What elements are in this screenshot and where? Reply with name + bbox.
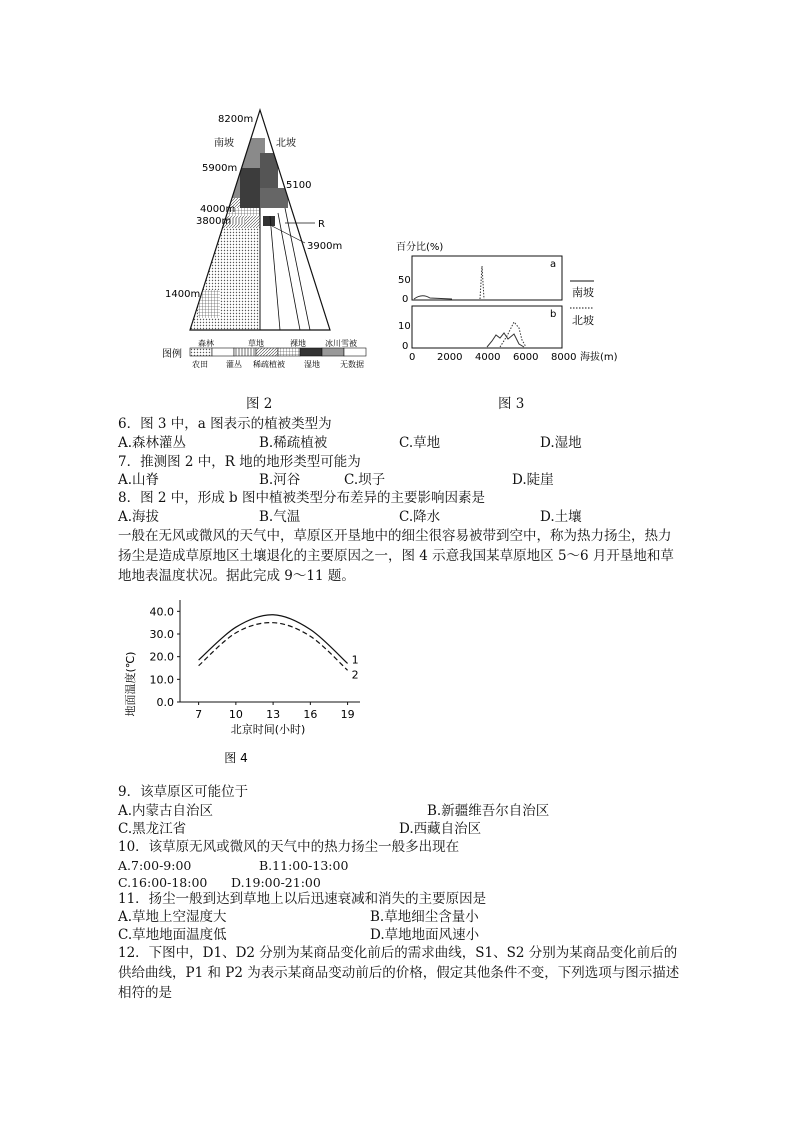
xtick-6000: 6000	[513, 352, 539, 363]
q11-option-d: D.草地地面风速小	[370, 927, 480, 943]
legend-bare: 裸地	[290, 339, 306, 348]
q11-option-c: C.草地地面温度低	[118, 927, 227, 943]
legend-north-slope: 北坡	[572, 314, 594, 327]
fig4-xtick-label: 16	[303, 708, 318, 721]
figure-2-caption: 图 2	[246, 396, 273, 412]
q7-option-a: A.山脊	[118, 472, 160, 488]
north-slope-label: 北坡	[276, 138, 296, 149]
q6-option-b: B.稀疏植被	[259, 435, 328, 451]
legend-swatches	[190, 348, 366, 356]
fig4-xtick-label: 19	[340, 708, 355, 721]
q7-option-b: B.河谷	[259, 472, 301, 488]
fig4-xtick-label: 13	[266, 708, 281, 721]
xtick-2000: 2000	[437, 352, 463, 363]
q8-option-b: B.气温	[259, 509, 301, 525]
q11-option-b: B.草地细尘含量小	[370, 909, 479, 925]
q8-stem: 8．图 2 中，形成 b 图中植被类型分布差异的主要影响因素是	[118, 490, 485, 506]
q8-option-d: D.土壤	[540, 509, 582, 525]
legend-shrub: 灌丛	[226, 360, 242, 369]
panel-a-north-curve	[480, 266, 484, 299]
south-slope-label: 南坡	[214, 138, 234, 149]
fig4-title: 图 4	[224, 751, 248, 765]
panel-a-label: a	[550, 259, 557, 270]
q9-option-b: B.新疆维吾尔自治区	[427, 803, 550, 819]
legend-sparse: 稀疏植被	[253, 360, 285, 369]
q6-option-c: C.草地	[399, 435, 441, 451]
panel-a-frame	[412, 256, 562, 300]
legend-farm: 农田	[192, 360, 208, 369]
fig4-xtick-label: 7	[195, 708, 203, 721]
figure-4-chart	[118, 590, 388, 780]
figure-2	[160, 108, 380, 378]
alt-5900-label: 5900m	[202, 163, 238, 174]
fig4-ytick-label: 40.0	[149, 605, 174, 619]
q10-option-a: A.7:00-9:00	[118, 858, 192, 873]
fig4-ylabel: 地面温度(℃)	[124, 651, 137, 717]
legend-forest: 森林	[198, 339, 214, 348]
panel-b-frame	[412, 306, 562, 348]
legend-title: 图例	[162, 349, 182, 360]
q6-stem: 6．图 3 中，a 图表示的植被类型为	[118, 416, 332, 432]
legend-wetland: 湿地	[304, 360, 320, 369]
q6-option-d: D.湿地	[540, 435, 582, 451]
intro-paragraph: 一般在无风或微风的天气中，草原区开垦地中的细尘很容易被带到空中，称为热力扬尘，热力扬尘是造成草原地区土壤退化的主要原因之一，图 4 示意我国某草原地区 5～6 月开垦地和草地地表温度状况。据此完成 9～11 题。	[118, 528, 674, 584]
q9-stem: 9．该草原区可能位于	[118, 784, 249, 800]
panel-b-tick-0: 0	[402, 341, 409, 352]
q12-stem: 12．下图中，D1、D2 分别为某商品变化前后的需求曲线，S1、S2 分别为某商品变化前后的供给曲线，P1 和 P2 为表示某商品变动前后的价格，假定其他条件不变，下列选项与图示描述相符的是	[118, 945, 680, 1001]
fig4-series-1-line	[199, 615, 348, 664]
q10-option-b: B.11:00-13:00	[259, 858, 349, 873]
panel-b-tick-10: 10	[398, 321, 411, 332]
panel-b-label: b	[550, 309, 557, 320]
legend-nodata: 无数据	[340, 360, 364, 369]
q8-option-a: A.海拔	[118, 509, 160, 525]
panel-a-south-curve	[414, 296, 452, 299]
legend-glacier: 冰川雪被	[325, 339, 357, 348]
alt-1400-label: 1400m	[165, 289, 201, 300]
alt-4000-label: 4000m	[200, 204, 236, 215]
q9-option-c: C.黑龙江省	[118, 821, 187, 837]
fig3-xlabel: 海拔(m)	[580, 352, 618, 363]
xtick-8000: 8000	[551, 352, 577, 363]
xtick-0: 0	[409, 352, 416, 363]
fig4-xtick-label: 10	[228, 708, 243, 721]
fig4-ytick-label: 20.0	[149, 650, 174, 664]
fig4-ytick-label: 30.0	[149, 628, 174, 641]
q7-option-d: D.陡崖	[512, 472, 554, 488]
q10-option-d: D.19:00-21:00	[231, 875, 321, 890]
q9-option-a: A.内蒙古自治区	[118, 803, 214, 819]
alt-3800-label: 3800m	[196, 216, 232, 227]
q10-option-c: C.16:00-18:00	[118, 875, 208, 890]
legend-grass: 草地	[248, 339, 264, 348]
fig4-series-2-line	[199, 623, 348, 671]
figure-3-caption: 图 3	[498, 396, 525, 412]
alt-5100-label: 5100	[286, 180, 312, 191]
label-r: R	[318, 219, 325, 230]
fig4-xlabel: 北京时间(小时)	[230, 723, 306, 736]
fig3-ylabel: 百分比(%)	[396, 242, 444, 253]
q7-stem: 7．推测图 2 中，R 地的地形类型可能为	[118, 454, 361, 470]
panel-a-tick-50: 50	[398, 275, 411, 286]
alt-3900-label: 3900m	[307, 241, 343, 252]
panel-b-south-curve	[487, 333, 524, 347]
q7-option-c: C.坝子	[344, 472, 386, 488]
q11-stem: 11．扬尘一般到达到草地上以后迅速衰减和消失的主要原因是	[118, 891, 487, 907]
fig4-series-2-label: 2	[351, 668, 359, 682]
fig4-ytick-label: 10.0	[149, 673, 174, 687]
q8-option-c: C.降水	[399, 509, 441, 525]
panel-a-tick-0: 0	[402, 294, 409, 305]
q11-option-a: A.草地上空湿度大	[118, 909, 227, 925]
xtick-4000: 4000	[475, 352, 501, 363]
figure-3	[392, 236, 632, 368]
fig4-ytick-label: 0.0	[156, 696, 174, 709]
q10-stem: 10．该草原无风或微风的天气中的热力扬尘一般多出现在	[118, 839, 460, 855]
q9-option-d: D.西藏自治区	[399, 821, 482, 837]
q6-option-a: A.森林灌丛	[118, 435, 187, 451]
fig4-series-1-label: 1	[351, 653, 359, 667]
alt-8200-label: 8200m	[218, 114, 254, 125]
legend-south-slope: 南坡	[572, 286, 594, 299]
